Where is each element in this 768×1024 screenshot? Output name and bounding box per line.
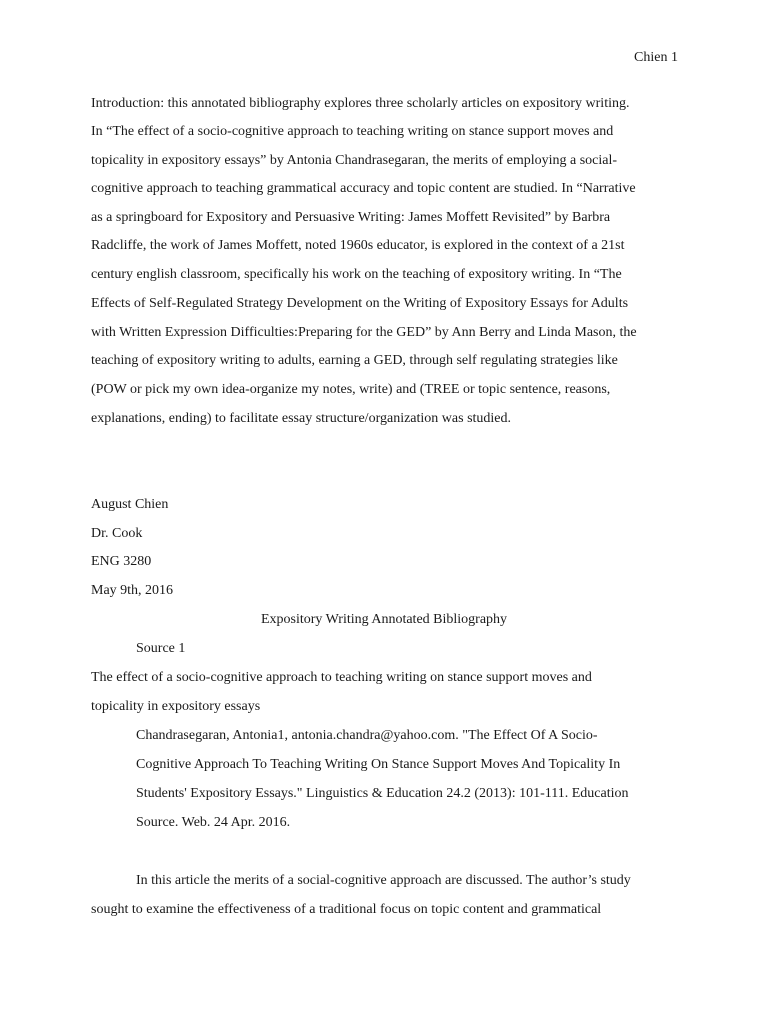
intro-line: with Written Expression Difficulties:Preparing for the GED” by Ann Berry and Linda Mason, the <box>91 325 637 340</box>
intro-line: cognitive approach to teaching grammatical accuracy and topic content are studied. In “Narrative <box>91 181 636 196</box>
course-code: ENG 3280 <box>91 554 152 569</box>
document-date: May 9th, 2016 <box>91 583 174 598</box>
instructor-name: Dr. Cook <box>91 526 143 541</box>
citation-line: Cognitive Approach To Teaching Writing On Stance Support Moves And Topicality In <box>136 757 621 772</box>
article-title-line: topicality in expository essays <box>91 699 261 714</box>
intro-line: In “The effect of a socio-cognitive approach to teaching writing on stance support moves and <box>91 124 614 139</box>
annotation-line: sought to examine the effectiveness of a traditional focus on topic content and grammatical <box>91 902 602 917</box>
intro-line: century english classroom, specifically his work on the teaching of expository writing. In “The <box>91 267 622 282</box>
running-head: Chien 1 <box>634 50 678 65</box>
intro-line: explanations, ending) to facilitate essay structure/organization was studied. <box>91 411 512 426</box>
intro-line: as a springboard for Expository and Persuasive Writing: James Moffett Revisited” by Barbra <box>91 210 611 225</box>
source-label: Source 1 <box>136 641 186 656</box>
intro-line: Effects of Self-Regulated Strategy Development on the Writing of Expository Essays for Adults <box>91 296 629 311</box>
intro-line: (POW or pick my own idea-organize my notes, write) and (TREE or topic sentence, reasons, <box>91 382 611 397</box>
intro-line: Introduction: this annotated bibliography explores three scholarly articles on expository writing. <box>91 96 630 111</box>
document-title: Expository Writing Annotated Bibliography <box>260 612 508 627</box>
author-name: August Chien <box>91 497 169 512</box>
intro-line: topicality in expository essays” by Antonia Chandrasegaran, the merits of employing a social- <box>91 153 618 168</box>
citation-line: Chandrasegaran, Antonia1, antonia.chandra@yahoo.com. "The Effect Of A Socio- <box>136 728 598 743</box>
citation-line: Source. Web. 24 Apr. 2016. <box>136 815 291 830</box>
intro-line: Radcliffe, the work of James Moffett, noted 1960s educator, is explored in the context of a 21st <box>91 238 625 253</box>
intro-line: teaching of expository writing to adults, earning a GED, through self regulating strategies like <box>91 353 618 368</box>
article-title-line: The effect of a socio-cognitive approach to teaching writing on stance support moves and <box>91 670 592 685</box>
annotation-line: In this article the merits of a social-cognitive approach are discussed. The author’s study <box>136 873 631 888</box>
citation-line: Students' Expository Essays." Linguistics & Education 24.2 (2013): 101-111. Education <box>136 786 629 801</box>
